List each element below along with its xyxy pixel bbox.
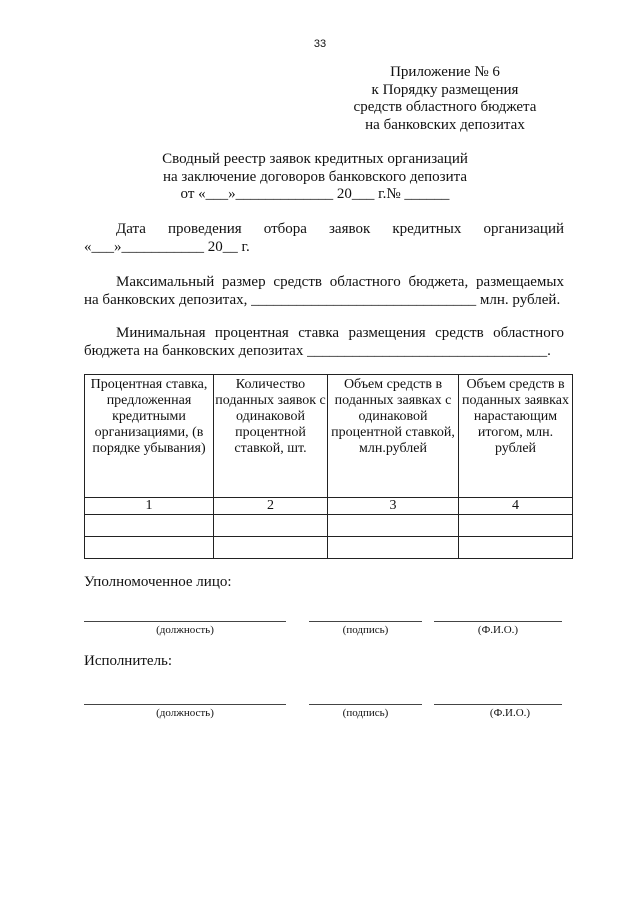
column-number: 3 bbox=[328, 498, 459, 515]
appendix-line: средств областного бюджета bbox=[353, 99, 537, 115]
register-table bbox=[84, 374, 573, 559]
paragraph-line: на банковских депозитах, ______________________________ млн. рублей. bbox=[84, 291, 561, 308]
signature-caption: (подпись) bbox=[342, 707, 389, 719]
table-cell bbox=[459, 515, 573, 537]
table-row bbox=[85, 515, 573, 537]
full-name-line bbox=[434, 704, 562, 705]
position-line bbox=[84, 621, 286, 622]
position-caption: (должность) bbox=[156, 624, 214, 636]
header-cell-cumulative: Объем средств в поданных заявках нарастающим итогом, млн. рублей bbox=[459, 375, 573, 498]
authorized-person-label: Уполномоченное лицо: bbox=[84, 574, 232, 590]
header-cell-count: Количество поданных заявок с одинаковой процентной ставкой, шт. bbox=[214, 375, 328, 498]
page-number: 33 bbox=[313, 38, 327, 50]
selection-date-paragraph bbox=[84, 221, 564, 256]
table-cell bbox=[459, 537, 573, 559]
paragraph-line: бюджета на банковских депозитах ________________________________. bbox=[84, 342, 551, 359]
paragraph-line: «___»___________ 20__ г. bbox=[84, 238, 250, 255]
header-cell-rate: Процентная ставка, предложенная кредитными организациями, (в порядке убывания) bbox=[85, 375, 214, 498]
table-cell bbox=[328, 515, 459, 537]
full-name-caption: (Ф.И.О.) bbox=[489, 707, 531, 719]
position-caption: (должность) bbox=[156, 707, 214, 719]
max-amount-paragraph bbox=[84, 274, 564, 309]
paragraph-line: Максимальный размер средств областного бюджета, размещаемых bbox=[116, 274, 564, 290]
appendix-line: на банковских депозитах bbox=[365, 116, 525, 133]
table-cell bbox=[214, 537, 328, 559]
column-number: 4 bbox=[459, 498, 573, 515]
position-line bbox=[84, 704, 286, 705]
appendix-heading bbox=[340, 64, 550, 134]
appendix-line: Приложение № 6 bbox=[390, 64, 500, 80]
column-number-row bbox=[85, 498, 573, 515]
signature-line bbox=[309, 704, 422, 705]
signature-line bbox=[309, 621, 422, 622]
column-number: 1 bbox=[85, 498, 214, 515]
table-cell bbox=[214, 515, 328, 537]
signature-caption: (подпись) bbox=[342, 624, 389, 636]
title-line: на заключение договоров банковского депозита bbox=[162, 168, 468, 185]
table-cell bbox=[328, 537, 459, 559]
table-row bbox=[85, 537, 573, 559]
title-line: Сводный реестр заявок кредитных организаций bbox=[162, 151, 468, 167]
appendix-line: к Порядку размещения bbox=[371, 81, 519, 98]
paragraph-line: Дата проведения отбора заявок кредитных организаций bbox=[116, 221, 564, 237]
header-cell-volume: Объем средств в поданных заявках с одинаковой процентной ставкой, млн.рублей bbox=[328, 375, 459, 498]
table-cell bbox=[85, 537, 214, 559]
full-name-caption: (Ф.И.О.) bbox=[477, 624, 519, 636]
paragraph-line: Минимальная процентная ставка размещения средств областного bbox=[116, 325, 564, 341]
full-name-line bbox=[434, 621, 562, 622]
title-line: от «___»_____________ 20___ г.№ ______ bbox=[180, 186, 450, 202]
table-header-row bbox=[85, 375, 573, 498]
column-number: 2 bbox=[214, 498, 328, 515]
table-cell bbox=[85, 515, 214, 537]
min-rate-paragraph bbox=[84, 325, 564, 360]
document-title bbox=[0, 151, 640, 204]
executor-label: Исполнитель: bbox=[84, 653, 173, 669]
